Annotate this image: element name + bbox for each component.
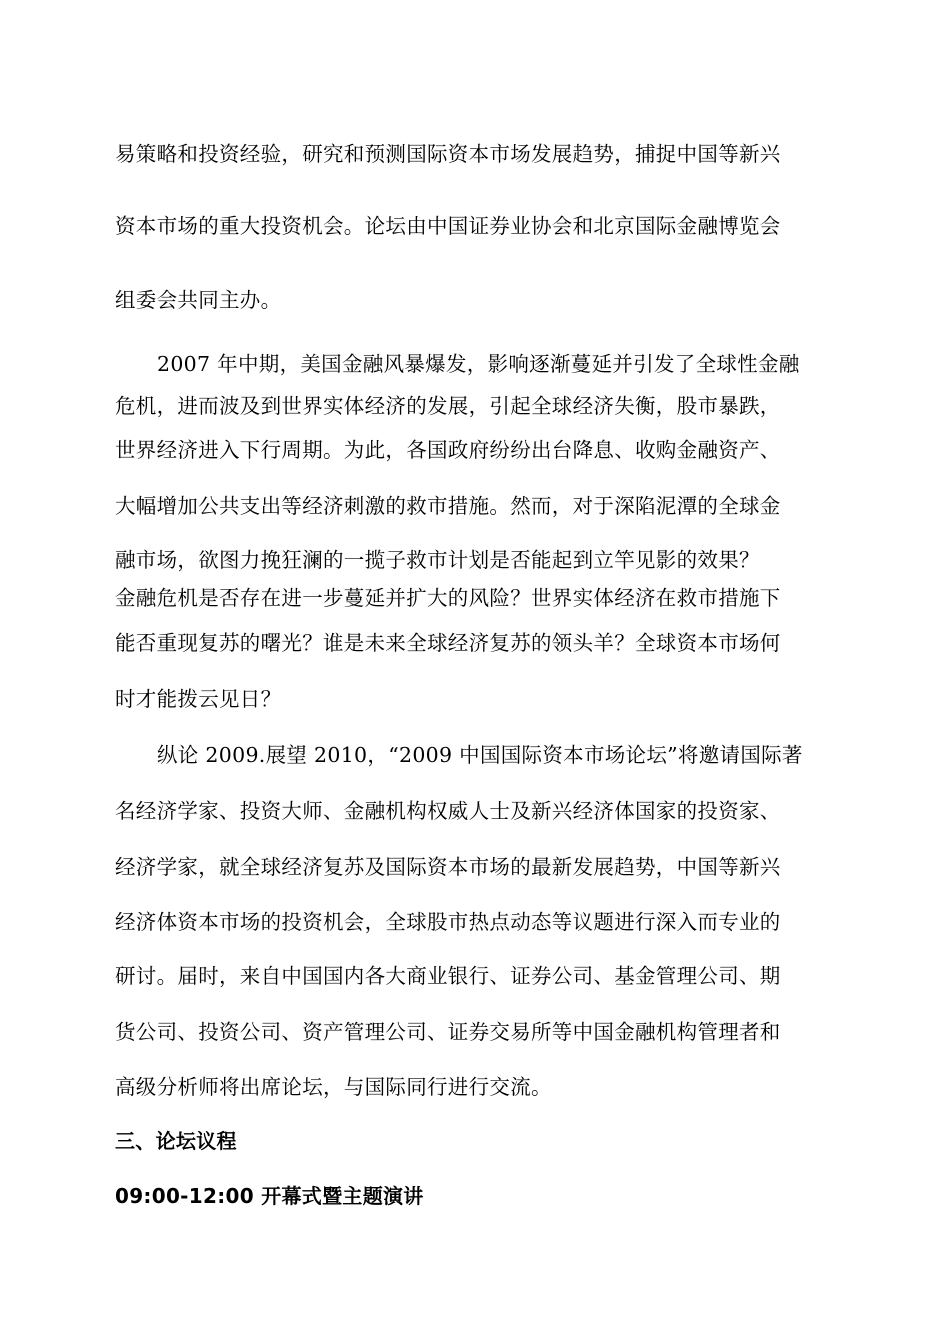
para2-line-7: 能否重现复苏的曙光？谁是未来全球经济复苏的领头羊？全球资本市场何	[115, 631, 781, 655]
para2-line-6: 金融危机是否存在进一步蔓延并扩大的风险？世界实体经济在救市措施下	[115, 586, 781, 610]
para2-line-2: 危机，进而波及到世界实体经济的发展，引起全球经济失衡，股市暴跌，	[115, 394, 781, 418]
agenda-item: 09:00-12:00 开幕式暨主题演讲	[115, 1184, 424, 1208]
para2-line-3: 世界经济进入下行周期。为此，各国政府纷纷出台降息、收购金融资产、	[115, 438, 781, 462]
para3-line-7: 高级分析师将出席论坛，与国际同行进行交流。	[115, 1075, 552, 1099]
para3-line-5: 研讨。届时，来自中国国内各大商业银行、证券公司、基金管理公司、期	[115, 964, 781, 988]
para1-line-1: 易策略和投资经验，研究和预测国际资本市场发展趋势，捕捉中国等新兴	[115, 142, 781, 166]
para1-line-2: 资本市场的重大投资机会。论坛由中国证券业协会和北京国际金融博览会	[115, 214, 781, 238]
section-heading: 三、论坛议程	[115, 1129, 237, 1153]
para2-line-5: 融市场，欲图力挽狂澜的一揽子救市计划是否能起到立竿见影的效果？	[115, 548, 760, 572]
para3-line-6: 货公司、投资公司、资产管理公司、证券交易所等中国金融机构管理者和	[115, 1020, 781, 1044]
para2-line-1: 2007 年中期，美国金融风暴爆发，影响逐渐蔓延并引发了全球性金融	[157, 352, 800, 376]
para2-line-4: 大幅增加公共支出等经济刺激的救市措施。然而，对于深陷泥潭的全球金	[115, 494, 781, 518]
para3-line-1: 纵论 2009.展望 2010，“2009 中国国际资本市场论坛”将邀请国际著	[157, 743, 803, 767]
para3-line-3: 经济学家，就全球经济复苏及国际资本市场的最新发展趋势，中国等新兴	[115, 855, 781, 879]
para3-line-2: 名经济学家、投资大师、金融机构权威人士及新兴经济体国家的投资家、	[115, 799, 781, 823]
para1-line-3: 组委会共同主办。	[115, 288, 282, 312]
para2-line-8: 时才能拨云见日？	[115, 687, 282, 711]
para3-line-4: 经济体资本市场的投资机会，全球股市热点动态等议题进行深入而专业的	[115, 910, 781, 934]
